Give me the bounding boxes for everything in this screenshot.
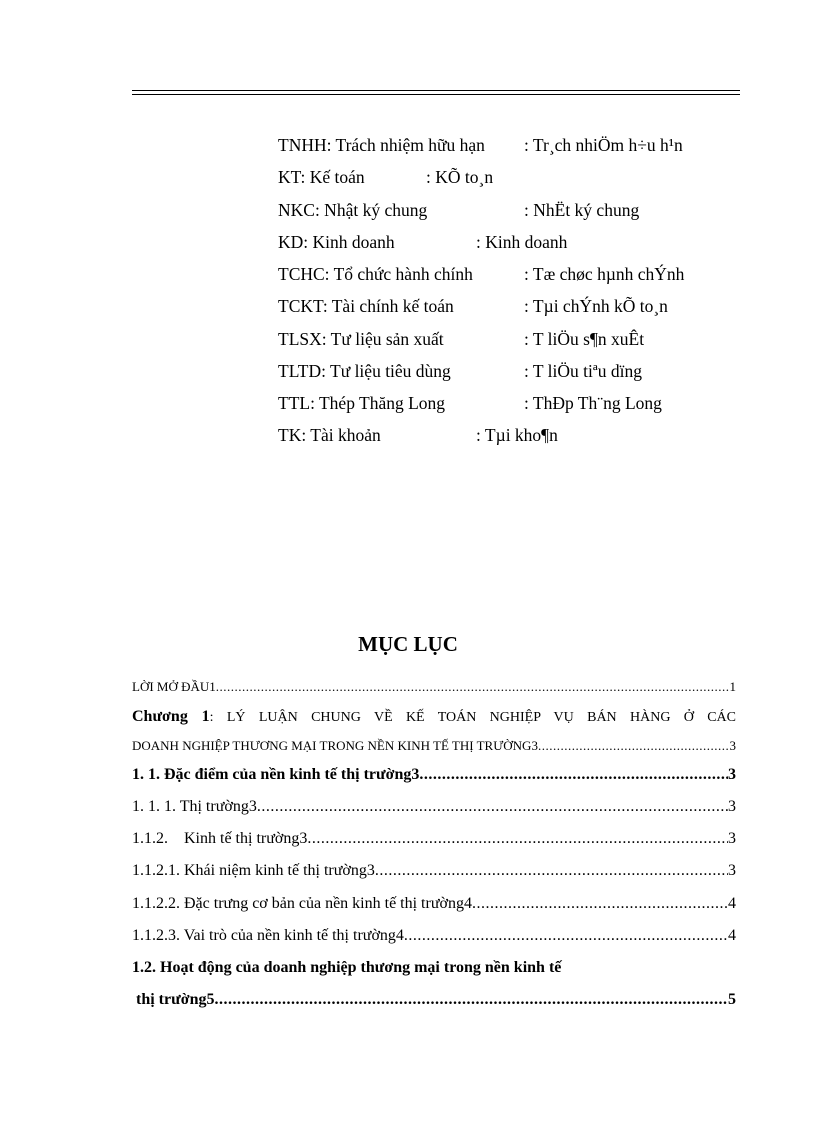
- chapter-title-part1: : LÝ LUẬN CHUNG VỀ KẾ TOÁN NGHIỆP VỤ BÁN HÀNG Ở CÁC: [209, 710, 737, 725]
- abbr-term: TLTD: Tư liệu tiêu dùng: [278, 361, 451, 381]
- toc-entry[interactable]: [132, 861, 736, 881]
- abbr-garbled: : Tæ chøc hµnh chÝnh: [524, 264, 685, 284]
- toc-page-number: 4: [728, 927, 736, 944]
- abbr-term: TCHC: Tổ chức hành chính: [278, 264, 473, 284]
- toc-entry[interactable]: [132, 677, 736, 697]
- toc-leader: [307, 829, 728, 849]
- toc-leader: [419, 765, 728, 785]
- abbr-garbled: : T liÖu tiªu dïng: [524, 361, 642, 381]
- header-rule-bottom: [132, 94, 740, 95]
- toc-entry[interactable]: [132, 736, 736, 756]
- toc-entry-chapter-line1[interactable]: [132, 707, 736, 728]
- toc-entry-text: 1.1.2.1. Khái niệm kinh tế thị trường3: [132, 862, 375, 879]
- toc-entry-text: 1.1.2.3. Vai trò của nền kinh tế thị trường4: [132, 927, 404, 944]
- toc-leader: [538, 736, 730, 756]
- toc-entry[interactable]: [132, 926, 736, 946]
- abbr-term: KT: Kế toán: [278, 167, 365, 187]
- toc-entry-text: DOANH NGHIỆP THƯƠNG MẠI TRONG NỀN KINH TẾ THỊ TRƯỜNG3: [132, 738, 538, 753]
- toc-leader: [216, 677, 730, 697]
- toc-page-number: 3: [729, 738, 736, 753]
- toc-leader: [257, 797, 728, 817]
- toc-entry-text: thị trường5: [132, 991, 215, 1008]
- abbr-term: TK: Tài khoản: [278, 425, 381, 445]
- toc-leader: [214, 990, 728, 1010]
- toc-entry[interactable]: [132, 797, 736, 817]
- chapter-label: Chương 1: [132, 708, 210, 725]
- abbr-garbled: : ThÐp Th¨ng Long: [524, 393, 662, 413]
- header-rule-top: [132, 90, 740, 91]
- abbr-garbled: : Kinh doanh: [476, 232, 568, 252]
- toc-entry-text: LỜI MỞ ĐẦU1: [132, 679, 216, 694]
- toc-entry[interactable]: [132, 765, 736, 785]
- toc-title: MỤC LỤC: [358, 632, 458, 656]
- toc-entry-text: 1. 1. 1. Thị trường3: [132, 798, 257, 815]
- toc-entry[interactable]: [132, 990, 736, 1010]
- abbr-term: TNHH: Trách nhiệm hữu hạn: [278, 135, 485, 155]
- toc-leader: [404, 926, 728, 946]
- abbr-garbled: : T liÖu s¶n xuÊt: [524, 329, 645, 349]
- toc-entry-section-line1[interactable]: 1.2. Hoạt động của doanh nghiệp thương mại trong nền kinh tế: [132, 959, 562, 976]
- toc-leader: [375, 861, 728, 881]
- abbr-garbled: : NhËt ký chung: [524, 200, 640, 220]
- toc-page-number: 1: [729, 679, 736, 694]
- toc-page-number: 3: [728, 766, 736, 783]
- toc-page-number: 4: [728, 895, 736, 912]
- abbr-garbled: : Tµi kho¶n: [476, 425, 558, 445]
- toc-page-number: 3: [728, 830, 736, 847]
- abbr-garbled: : Tr¸ch nhiÖm h÷u h¹n: [524, 135, 683, 155]
- abbr-term: TLSX: Tư liệu sản xuất: [278, 329, 444, 349]
- abbr-garbled: : Tµi chÝnh kÕ to¸n: [524, 296, 668, 316]
- abbr-term: KD: Kinh doanh: [278, 232, 395, 252]
- abbr-row: [278, 425, 558, 505]
- abbr-garbled: : KÕ to¸n: [426, 167, 494, 187]
- toc-page-number: 3: [728, 862, 736, 879]
- toc-entry-text: 1.1.2. Kinh tế thị trường3: [132, 830, 308, 847]
- toc-entry[interactable]: [132, 829, 736, 849]
- abbr-term: TTL: Thép Thăng Long: [278, 393, 446, 413]
- abbr-term: TCKT: Tài chính kế toán: [278, 296, 454, 316]
- toc-leader: [472, 894, 728, 914]
- abbr-term: NKC: Nhật ký chung: [278, 200, 428, 220]
- toc-entry-text: 1. 1. Đặc điểm của nền kinh tế thị trường3: [132, 766, 420, 783]
- toc-entry-text: 1.1.2.2. Đặc trưng cơ bản của nền kinh tế thị trường4: [132, 895, 472, 912]
- toc-page-number: 5: [728, 991, 736, 1008]
- toc-page-number: 3: [728, 798, 736, 815]
- toc-entry[interactable]: [132, 894, 736, 914]
